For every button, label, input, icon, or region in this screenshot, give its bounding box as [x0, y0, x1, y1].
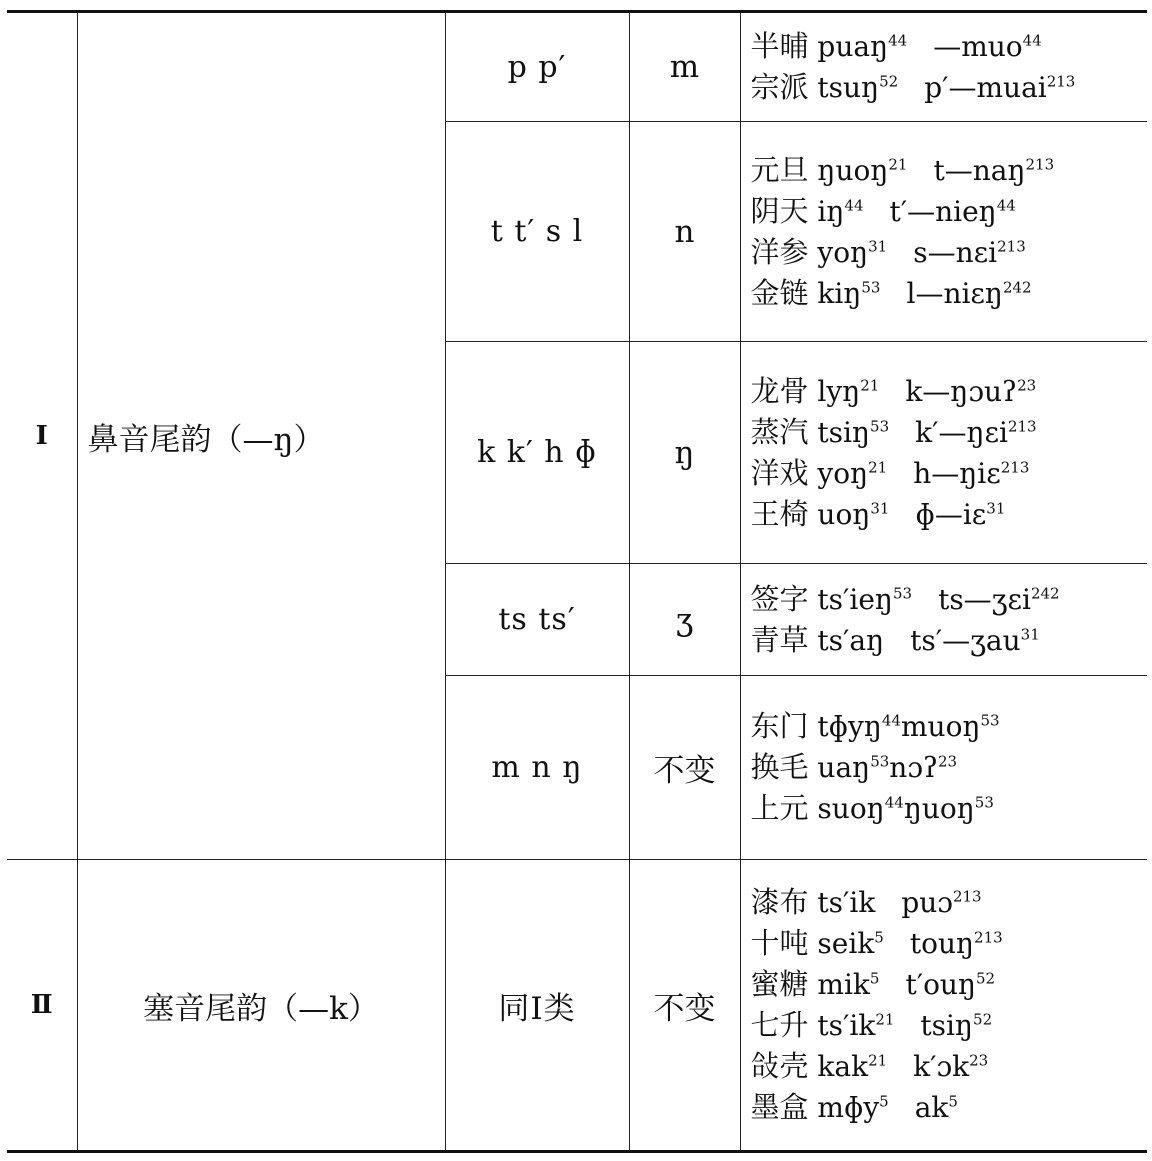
example-syllable-2: tsiŋ: [920, 1009, 974, 1042]
example-syllable-1: ts′ik: [817, 886, 876, 919]
example-syllable-2: h—ŋiɛ: [913, 456, 1001, 490]
tone-number: 213: [952, 887, 982, 906]
example-syllable-2: k′ɔk: [913, 1050, 970, 1083]
example-syllable-1: tɸyŋ: [817, 710, 882, 743]
class-label: Ⅱ: [7, 860, 77, 1152]
example-syllable-2: k—ŋɔuʔ: [905, 374, 1018, 408]
example-syllable-2: t′—nieŋ: [889, 194, 997, 228]
tone-number: 31: [870, 499, 890, 518]
example-syllable-2: muoŋ: [901, 710, 981, 743]
tone-number: 53: [974, 793, 994, 812]
example-line: [751, 579, 1148, 620]
example-line: [751, 191, 1148, 232]
tone-number: 21: [868, 1051, 888, 1070]
tone-number: 21: [875, 1010, 895, 1029]
tone-number: 21: [868, 458, 888, 477]
example-line: [751, 620, 1148, 661]
example-line: [751, 67, 1148, 108]
example-syllable-1: ts′ik: [817, 1009, 876, 1042]
category-label: 塞音尾韵（—k）: [77, 860, 445, 1152]
example-word: 青草: [750, 622, 809, 657]
example-syllable-2: ts′—ʒau: [910, 623, 1021, 657]
class-label: Ⅰ: [7, 12, 77, 860]
initials-cell: ts ts′: [445, 564, 629, 676]
example-syllable-2: l—niɛŋ: [906, 276, 1003, 310]
example-line: [751, 1046, 1148, 1087]
example-syllable-2: ts—ʒɛi: [938, 582, 1031, 616]
change-cell: ŋ: [629, 342, 740, 564]
tone-number: 53: [861, 278, 881, 297]
example-word: 蒸汽: [750, 414, 809, 449]
tone-number: 213: [997, 237, 1026, 256]
example-line: [751, 494, 1148, 535]
example-syllable-2: p′—muai: [924, 71, 1047, 104]
sandhi-table: [7, 10, 1147, 1153]
example-syllable-1: ts′aŋ: [817, 623, 885, 657]
tone-number: 23: [938, 752, 958, 771]
example-word: 龙骨: [750, 373, 809, 408]
tone-number: 44: [844, 196, 864, 215]
tone-number: 52: [976, 969, 996, 988]
tone-number: 5: [879, 1092, 889, 1111]
tone-number: 44: [996, 196, 1016, 215]
example-syllable-1: ts′ieŋ: [817, 582, 893, 616]
tone-number: 31: [986, 499, 1006, 518]
example-syllable-2: t—naŋ: [933, 153, 1026, 187]
example-word: 十吨: [750, 926, 809, 960]
example-line: [751, 26, 1148, 67]
example-syllable-1: kiŋ: [817, 276, 862, 310]
examples-cell: [740, 12, 1147, 122]
example-syllable-1: puaŋ: [817, 30, 889, 63]
example-syllable-2: ak: [914, 1091, 949, 1124]
example-syllable-2: k′—ŋɛi: [915, 415, 1008, 449]
example-line: [751, 232, 1148, 273]
tone-number: 44: [884, 793, 904, 812]
initials-cell: 同Ⅰ类: [445, 860, 629, 1152]
tone-number: 21: [860, 376, 880, 395]
example-syllable-1: yoŋ: [817, 456, 869, 490]
category-label: 鼻音尾韵（—ŋ）: [77, 12, 445, 860]
example-word: 宗派: [750, 70, 809, 104]
initials-cell: k k′ h ɸ: [445, 342, 629, 564]
tone-number: 213: [1025, 155, 1055, 174]
example-word: 阴天: [750, 193, 809, 228]
example-line: [751, 412, 1148, 453]
tone-number: 213: [1000, 458, 1030, 477]
tone-number: 213: [1046, 72, 1076, 91]
example-word: 换毛: [750, 750, 809, 784]
example-line: [751, 706, 1148, 747]
example-word: 七升: [750, 1008, 809, 1042]
example-line: [751, 150, 1148, 191]
example-word: 签字: [750, 581, 809, 616]
example-line: [751, 453, 1148, 494]
example-syllable-2: s—nɛi: [913, 235, 998, 269]
example-syllable-1: suoŋ: [817, 792, 885, 825]
tone-number: 52: [879, 72, 899, 91]
example-syllable-1: uaŋ: [817, 751, 871, 784]
tone-number: 53: [870, 417, 890, 436]
example-syllable-1: iŋ: [817, 194, 845, 228]
tone-number: 44: [888, 31, 908, 50]
example-line: [751, 1087, 1148, 1128]
examples-cell: [740, 676, 1147, 860]
tone-number: 53: [892, 584, 913, 603]
tone-number: 53: [870, 752, 890, 771]
tone-number: 31: [868, 237, 888, 256]
example-line: [751, 273, 1148, 314]
example-word: 漆布: [750, 885, 809, 919]
example-syllable-1: ŋuoŋ: [817, 153, 889, 187]
tone-number: 53: [980, 711, 1000, 730]
example-word: 东门: [750, 709, 809, 743]
example-word: 墨盒: [750, 1090, 809, 1124]
example-syllable-1: mik: [817, 968, 870, 1001]
example-syllable-2: nɔʔ: [889, 751, 939, 784]
example-syllable-2: ɸ—iɛ: [915, 497, 987, 531]
example-word: 洋戏: [750, 455, 809, 490]
example-word: 上元: [750, 791, 809, 825]
example-syllable-2: ŋuoŋ: [903, 792, 975, 825]
tone-number: 52: [973, 1010, 993, 1029]
example-syllable-1: seik: [817, 927, 875, 960]
initials-cell: m n ŋ: [445, 676, 629, 860]
example-line: [751, 747, 1148, 788]
example-line: [751, 371, 1148, 412]
examples-cell: [740, 860, 1147, 1152]
table-row: [7, 860, 1147, 1152]
tone-number: 213: [974, 928, 1003, 947]
example-syllable-2: t′ouŋ: [905, 968, 976, 1001]
example-word: 金链: [750, 275, 809, 310]
examples-cell: [740, 342, 1147, 564]
change-cell: 不变: [629, 860, 740, 1152]
table-row: [7, 12, 1147, 122]
example-syllable-1: mɸy: [817, 1091, 880, 1124]
tone-number: 23: [1017, 376, 1037, 395]
change-cell: ʒ: [629, 564, 740, 676]
initials-cell: t t′ s l: [445, 122, 629, 342]
tone-number: 23: [969, 1051, 989, 1070]
example-word: 半晡: [750, 29, 809, 63]
example-syllable-2: puɔ: [901, 886, 953, 919]
example-syllable-2: touŋ: [909, 927, 975, 960]
example-word: 敆壳: [750, 1049, 809, 1083]
example-syllable-2: —muo: [933, 30, 1023, 63]
example-syllable-1: yoŋ: [817, 235, 869, 269]
example-syllable-1: kak: [817, 1050, 869, 1083]
initials-cell: p p′: [445, 12, 629, 122]
tone-number: 242: [1002, 278, 1032, 297]
tone-number: 242: [1030, 584, 1060, 603]
tone-number: 21: [888, 155, 908, 174]
example-line: [751, 882, 1148, 923]
example-word: 元旦: [750, 152, 809, 187]
tone-number: 213: [1007, 417, 1037, 436]
tone-number: 44: [881, 711, 901, 730]
example-line: [751, 923, 1148, 964]
tone-number: 5: [869, 969, 880, 988]
example-word: 洋参: [750, 234, 809, 269]
example-syllable-1: tsiŋ: [817, 415, 871, 449]
example-line: [751, 964, 1148, 1005]
example-word: 王椅: [750, 496, 809, 531]
example-syllable-1: lyŋ: [817, 374, 861, 408]
example-line: [751, 1005, 1148, 1046]
example-syllable-1: uoŋ: [817, 497, 871, 531]
examples-cell: [740, 122, 1147, 342]
change-cell: m: [629, 12, 740, 122]
tone-number: 5: [874, 928, 884, 947]
example-word: 蜜糖: [750, 967, 809, 1001]
change-cell: 不变: [629, 676, 740, 860]
tone-number: 31: [1020, 625, 1040, 644]
tone-number: 5: [948, 1092, 958, 1111]
example-line: [751, 788, 1148, 829]
example-syllable-1: tsuŋ: [817, 71, 880, 104]
tone-number: 44: [1022, 31, 1042, 50]
examples-cell: [740, 564, 1147, 676]
change-cell: n: [629, 122, 740, 342]
